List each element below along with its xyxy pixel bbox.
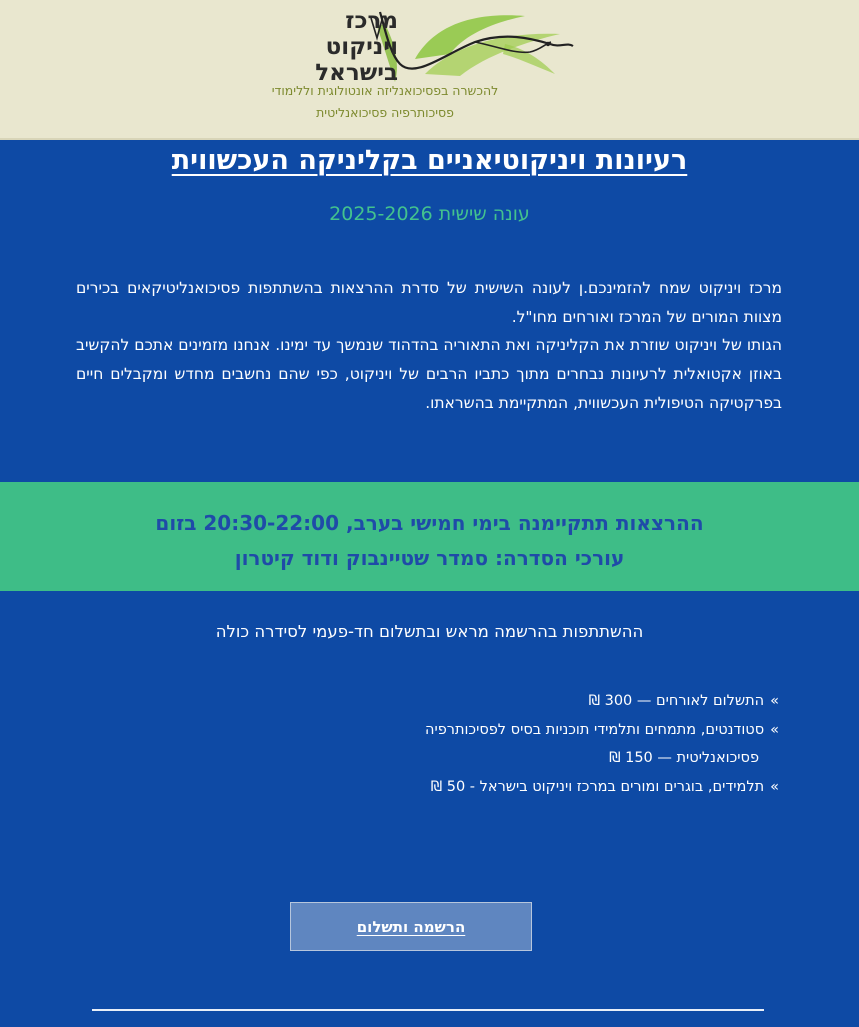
logo-wordmark xyxy=(268,8,398,86)
price-guests: התשלום לאורחים — 300 ₪ xyxy=(588,693,765,709)
bullet-icon: » xyxy=(770,721,779,738)
tagline-line-2: פסיכותרפיה פסיכואנליטית xyxy=(316,105,454,120)
intro-paragraph-2: הגותו של ויניקוט שוזרת את הקליניקה ואת התאוריה בהדהוד שנמשך עד ימינו. אנחנו מזמינים אתכם להקשיב באוזן אקטואלית לרעיונות נבחרים מתוך כתביו הרבים של ויניקוט, כפי שהם נחשבים מחדש ומקבלים חיים בפרקטיקה הטיפולית העכשווית, המתקיימת בהשראתו. xyxy=(76,336,782,412)
page-title: רעיונות ויניקוטיאניים בקליניקה העכשווית xyxy=(171,145,688,176)
register-and-pay-button[interactable] xyxy=(290,902,532,951)
intro-text xyxy=(76,274,782,418)
logo-line-3: בישראל xyxy=(315,60,398,86)
register-and-pay-label: הרשמה ותשלום xyxy=(356,917,466,936)
schedule-band xyxy=(0,482,859,591)
bullet-icon: » xyxy=(770,693,779,709)
header-tagline xyxy=(200,80,570,124)
logo-line-1: מרכז xyxy=(345,8,398,34)
intro-paragraph-1: מרכז ויניקוט שמח להזמינכם.ן לעונה השישית של סדרת ההרצאות בהשתתפות פסיכואנליטיקאים בכירים מצוות המורים של המרכז ואורחים מחו"ל. xyxy=(76,279,782,326)
price-members: תלמידים, בוגרים ומורים במרכז ויניקוט בישראל - 50 ₪ xyxy=(430,778,765,795)
season-subtitle: עונה שישית 2025-2026 xyxy=(329,203,530,225)
schedule-line: ההרצאות תתקיימנה בימי חמישי בערב, 20:30-22:00 בזום xyxy=(155,511,704,535)
editors-line: עורכי הסדרה: סמדר שטיינבוק ודוד קיטרון xyxy=(234,546,625,570)
bullet-icon: » xyxy=(770,778,779,795)
header-banner xyxy=(0,0,859,140)
list-item xyxy=(359,773,779,802)
price-students-continuation: פסיכואנליטית — 150 ₪ xyxy=(609,750,759,766)
registration-note: ההשתתפות בהרשמה מראש ובתשלום חד-פעמי לסידרה כולה xyxy=(215,622,644,641)
footer-divider xyxy=(92,1009,764,1011)
logo-line-2: ויניקוט xyxy=(325,34,398,60)
price-students: סטודנטים, מתמחים ותלמידי תוכניות בסיס לפסיכותרפיה xyxy=(425,721,765,738)
list-item xyxy=(359,687,779,716)
list-item xyxy=(359,716,779,745)
price-list xyxy=(359,687,779,801)
tagline-line-1: להכשרה בפסיכואנליזה אונטולוגית וללימודי xyxy=(271,83,499,98)
